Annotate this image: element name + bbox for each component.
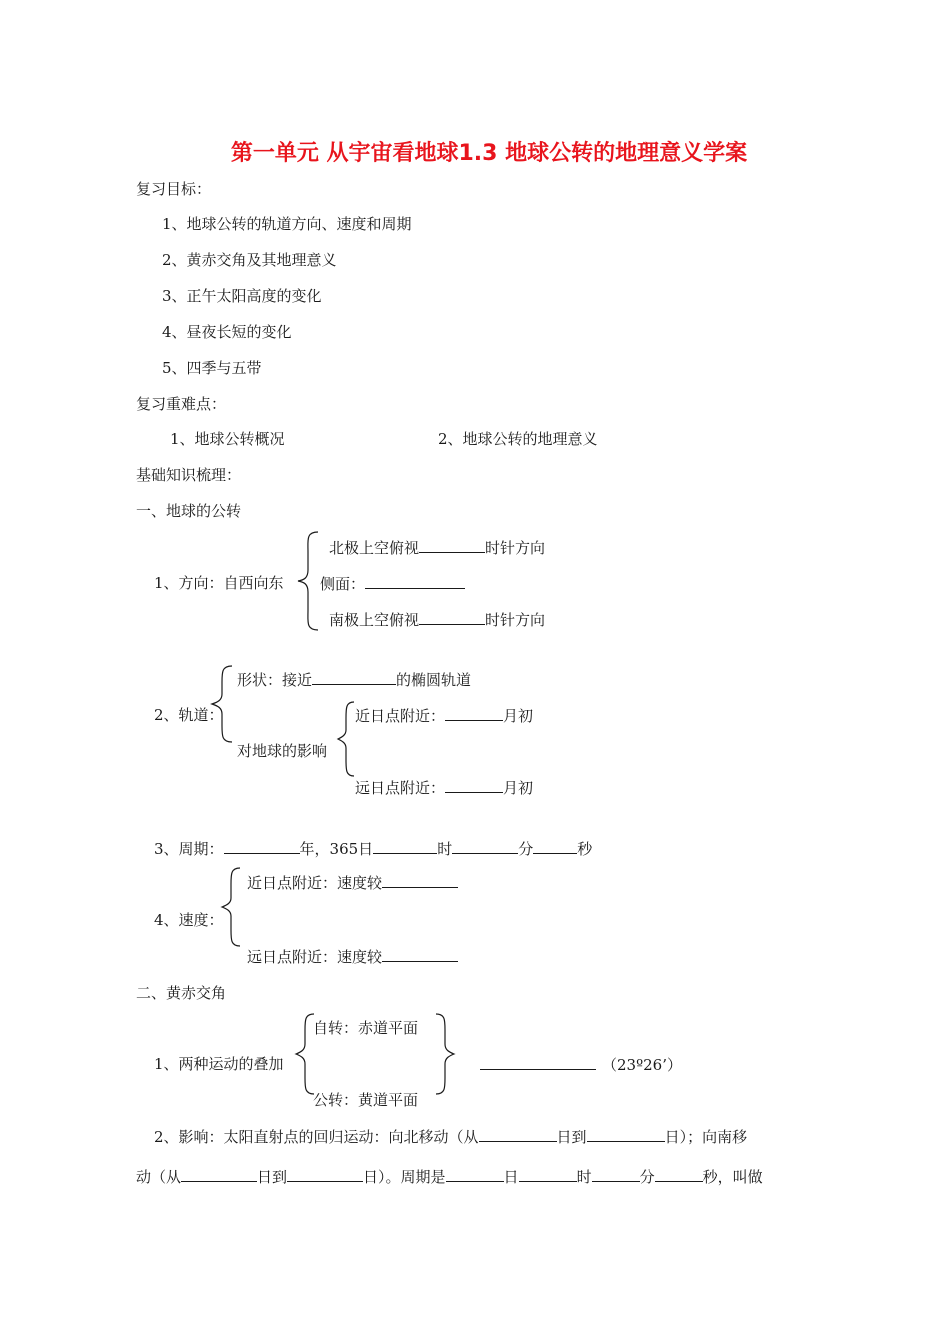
blank-line[interactable]: [592, 1167, 640, 1182]
direction-south: 南极上空俯视 时针方向: [329, 611, 546, 629]
impact-brace: [336, 700, 356, 778]
orbit-impact: 对地球的影响: [237, 742, 328, 760]
superposition-angle-row: （23º26’）: [480, 1055, 682, 1074]
goal-item: 4、昼夜长短的变化: [162, 323, 292, 341]
direction-brace: [296, 530, 320, 632]
section1-heading: 一、地球的公转: [136, 502, 242, 520]
blank-line[interactable]: [445, 706, 503, 721]
goals-heading: 复习目标：: [136, 180, 212, 198]
blank-line[interactable]: [373, 839, 437, 854]
blank-line[interactable]: [480, 1055, 596, 1070]
blank-line[interactable]: [382, 873, 458, 888]
goal-item: 1、地球公转的轨道方向、速度和周期: [162, 215, 412, 233]
orbit-shape: 形状：接近 的椭圆轨道: [237, 671, 472, 689]
direction-label: 1、方向：自西向东: [154, 574, 284, 592]
superposition-right-brace: [434, 1012, 456, 1096]
direction-north: 北极上空俯视 时针方向: [329, 539, 546, 557]
orbit-aphelion: 远日点附近： 月初: [355, 779, 534, 797]
goal-item: 2、黄赤交角及其地理意义: [162, 251, 337, 269]
key-point-item: 2、地球公转的地理意义: [438, 430, 598, 448]
orbit-perihelion: 近日点附近： 月初: [355, 707, 534, 725]
orbit-label: 2、轨道：: [154, 706, 224, 724]
blank-line[interactable]: [365, 574, 465, 589]
blank-line[interactable]: [445, 778, 503, 793]
blank-line[interactable]: [419, 538, 485, 553]
speed-label: 4、速度：: [154, 911, 224, 929]
goal-item: 3、正午太阳高度的变化: [162, 287, 322, 305]
blank-line[interactable]: [519, 1167, 577, 1182]
blank-line[interactable]: [419, 610, 485, 625]
goal-item: 5、四季与五带: [162, 359, 262, 377]
speed-brace: [220, 866, 242, 948]
key-points-heading: 复习重难点：: [136, 395, 227, 413]
blank-line[interactable]: [224, 839, 300, 854]
period-row: 3、周期： 年，365日 时 分 秒: [154, 840, 593, 858]
blank-line[interactable]: [287, 1167, 363, 1182]
blank-line[interactable]: [446, 1167, 504, 1182]
impact-line-2: 动（从 日到 日）。周期是 日 时 分 秒，叫做: [136, 1168, 763, 1186]
superposition-label: 1、两种运动的叠加: [154, 1055, 284, 1073]
blank-line[interactable]: [533, 839, 577, 854]
speed-far: 远日点附近：速度较: [247, 947, 458, 966]
section2-heading: 二、黄赤交角: [136, 984, 227, 1002]
page-title: 第一单元 从宇宙看地球1.3 地球公转的地理意义学案: [230, 141, 748, 166]
orbit-brace: [210, 664, 234, 744]
blank-line[interactable]: [655, 1167, 703, 1182]
blank-line[interactable]: [382, 947, 458, 962]
blank-line[interactable]: [312, 670, 396, 685]
superposition-rotation: 自转：赤道平面: [313, 1019, 419, 1037]
blank-line[interactable]: [479, 1127, 557, 1142]
blank-line[interactable]: [452, 839, 518, 854]
superposition-revolution: 公转：黄道平面: [313, 1091, 419, 1109]
key-point-item: 1、地球公转概况: [170, 430, 285, 448]
blank-line[interactable]: [587, 1127, 665, 1142]
impact-line-1: 2、影响：太阳直射点的回归运动：向北移动（从 日到 日）；向南移: [154, 1128, 748, 1146]
basics-heading: 基础知识梳理：: [136, 466, 242, 484]
direction-side: 侧面：: [320, 574, 465, 593]
speed-near: 近日点附近：速度较: [247, 873, 458, 892]
blank-line[interactable]: [181, 1167, 257, 1182]
